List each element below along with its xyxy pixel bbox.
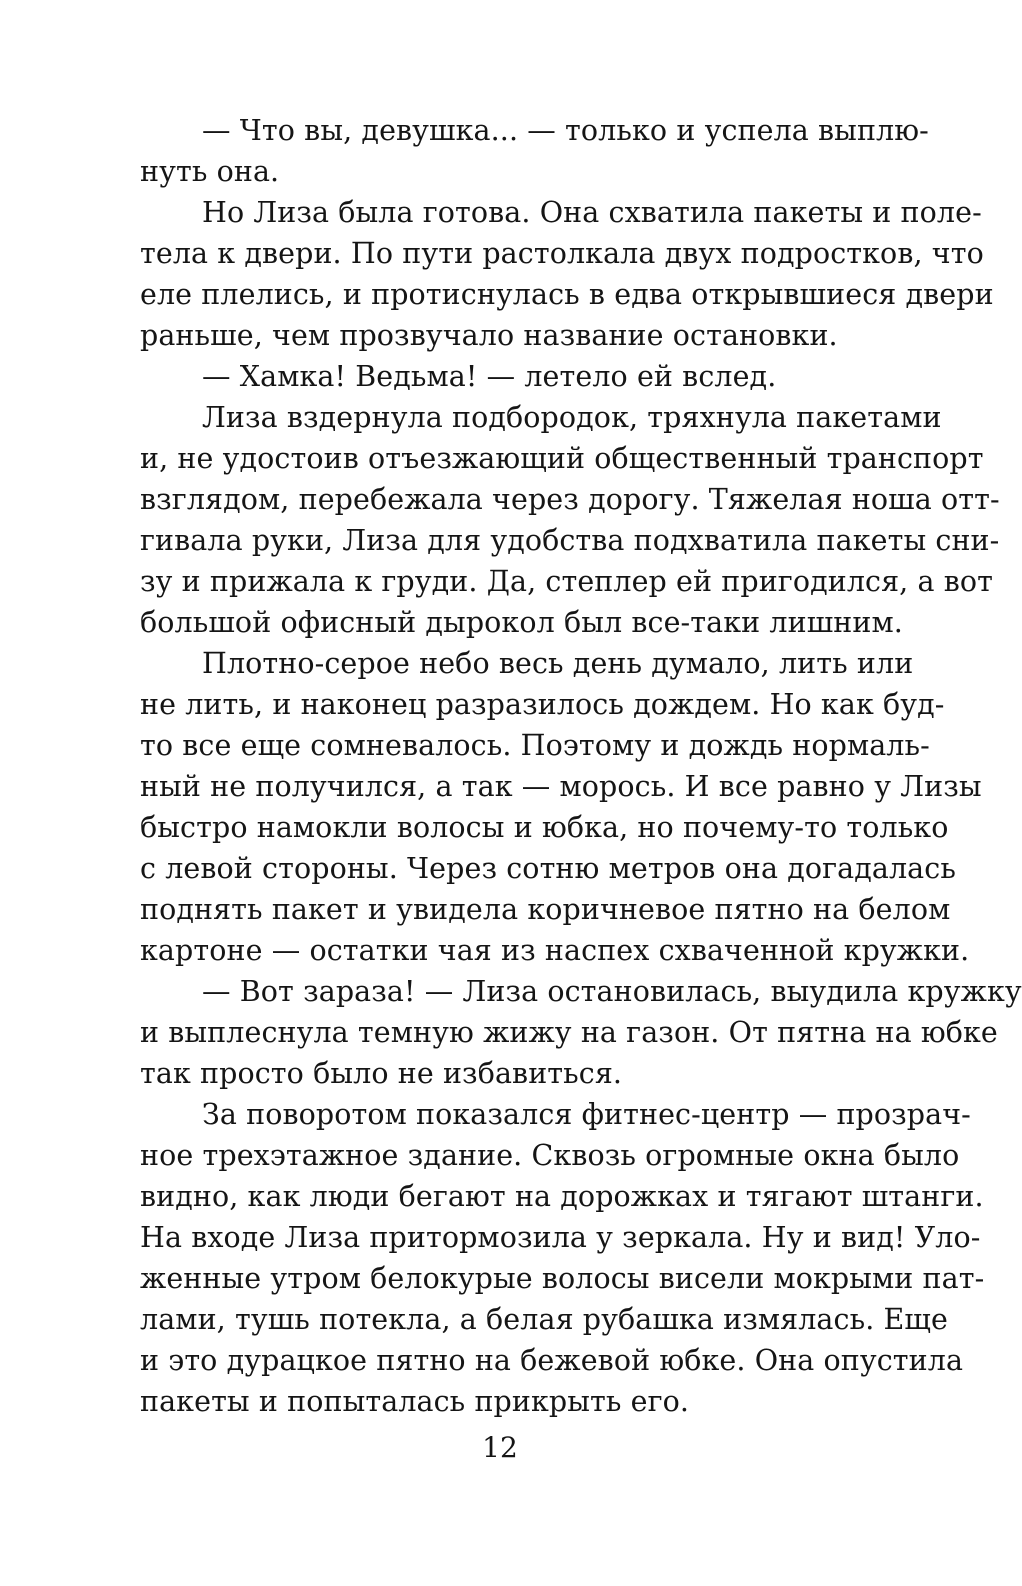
- text-line: большой офисный дырокол был все-таки лишним.: [140, 606, 903, 639]
- text-line: быстро намокли волосы и юбка, но почему-то только: [140, 811, 949, 844]
- text-line: На входе Лиза притормозила у зеркала. Ну и вид! Уло-: [140, 1221, 981, 1254]
- text-line: так просто было не избавиться.: [140, 1057, 623, 1090]
- text-line: Плотно-серое небо весь день думало, лить или: [202, 647, 914, 680]
- text-line: то все еще сомневалось. Поэтому и дождь нормаль-: [140, 729, 930, 762]
- text-line: — Вот зараза! — Лиза остановилась, выудила кружку: [202, 975, 1022, 1008]
- text-line: ное трехэтажное здание. Сквозь огромные окна было: [140, 1139, 960, 1172]
- text-line: картоне — остатки чая из наспех схваченной кружки.: [140, 934, 970, 967]
- text-line: взглядом, перебежала через дорогу. Тяжелая ноша отт-: [140, 483, 1000, 516]
- text-line: — Хамка! Ведьма! — летело ей вслед.: [202, 360, 777, 393]
- text-line: лами, тушь потекла, а белая рубашка измялась. Еще: [140, 1303, 948, 1336]
- text-line: еле плелись, и протиснулась в едва открывшиеся двери: [140, 278, 994, 311]
- text-line: гивала руки, Лиза для удобства подхватила пакеты сни-: [140, 524, 1000, 557]
- text-line: пакеты и попыталась прикрыть его.: [140, 1385, 690, 1418]
- page-number: 12: [482, 1431, 518, 1464]
- text-line: с левой стороны. Через сотню метров она догадалась: [140, 852, 956, 885]
- text-line: женные утром белокурые волосы висели мокрыми пат-: [140, 1262, 985, 1295]
- text-line: видно, как люди бегают на дорожках и тягают штанги.: [140, 1180, 984, 1213]
- text-line: и, не удостоив отъезжающий общественный транспорт: [140, 442, 984, 475]
- text-line: поднять пакет и увидела коричневое пятно на белом: [140, 893, 951, 926]
- text-line: не лить, и наконец разразилось дождем. Но как буд-: [140, 688, 945, 721]
- text-line: — Что вы, девушка... — только и успела выплю-: [202, 114, 929, 147]
- text-line: раньше, чем прозвучало название остановки.: [140, 319, 838, 352]
- text-line: нуть она.: [140, 155, 280, 188]
- text-line: Лиза вздернула подбородок, тряхнула пакетами: [202, 401, 942, 434]
- text-line: тела к двери. По пути растолкала двух подростков, что: [140, 237, 984, 270]
- text-line: и выплеснула темную жижу на газон. От пятна на юбке: [140, 1016, 998, 1049]
- text-line: Но Лиза была готова. Она схватила пакеты и поле-: [202, 196, 982, 229]
- text-line: зу и прижала к груди. Да, степлер ей пригодился, а вот: [140, 565, 994, 598]
- text-line: ный не получился, а так — морось. И все равно у Лизы: [140, 770, 982, 803]
- text-line: и это дурацкое пятно на бежевой юбке. Она опустила: [140, 1344, 964, 1377]
- text-line: За поворотом показался фитнес-центр — прозрач-: [202, 1098, 971, 1131]
- body-text: [140, 110, 1022, 1422]
